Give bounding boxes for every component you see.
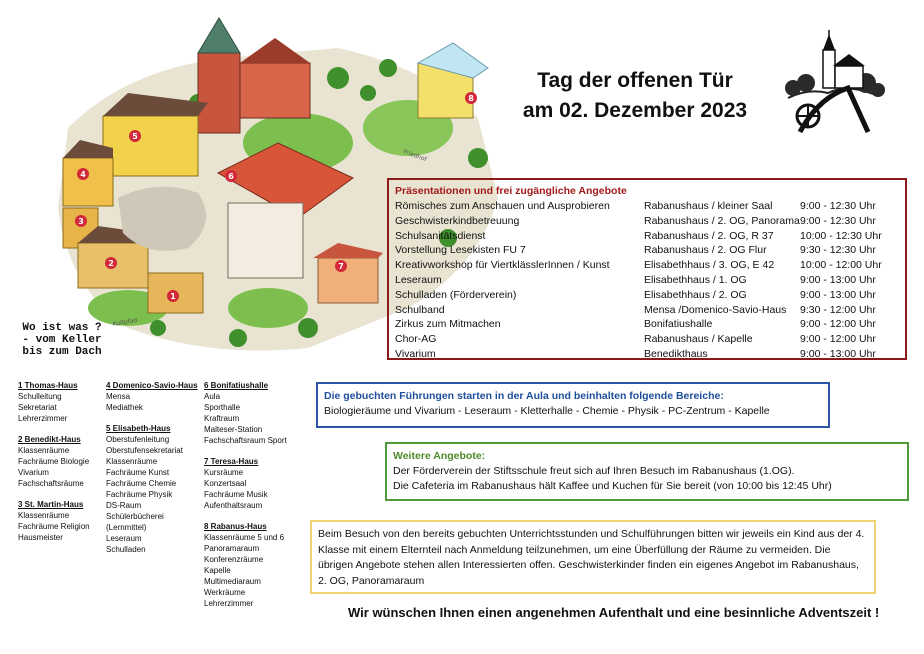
presentation-name: Chor-AG (395, 333, 437, 346)
house-room-item: Kursräume (204, 468, 244, 477)
where-is-what-note (20, 322, 104, 358)
presentation-name: Leseraum (395, 273, 442, 286)
house-room-item: Aula (204, 392, 221, 401)
visit-note-box (310, 520, 876, 594)
house-room-item: Multimediaraum (204, 577, 261, 586)
tours-areas: Biologieräume und Vivarium - Leseraum - Kletterhalle - Chemie - Physik - PC-Zentrum - Kapelle (324, 405, 770, 417)
title-line-1: Tag der offenen Tür (537, 69, 733, 92)
house-room-item: Malteser-Station (204, 425, 263, 434)
presentation-time: 10:00 - 12:30 Uhr (800, 229, 882, 242)
house-title: 4 Domenico-Savio-Haus (106, 381, 198, 390)
presentation-place: Rabanushaus / 2. OG, Panorama (644, 214, 800, 227)
presentation-row (395, 303, 899, 318)
house-room-item: Mediathek (106, 403, 143, 412)
house-room-item: Konferenzräume (204, 555, 264, 564)
presentation-time: 9:30 - 12:30 Uhr (800, 244, 876, 257)
presentation-name: Römisches zum Anschauen und Ausprobieren (395, 200, 610, 212)
house-block (106, 380, 202, 413)
presentation-name: Schulband (395, 303, 445, 316)
house-room-item: Schülerbücherei (106, 512, 164, 521)
church-emblem-icon (778, 28, 890, 140)
presentation-name: Schulsanitätsdienst (395, 229, 486, 242)
house-block (18, 499, 104, 543)
svg-text:Kultpfad: Kultpfad (112, 316, 138, 328)
svg-text:4: 4 (80, 170, 86, 179)
house-room-item: Fachschaftsräume (18, 479, 84, 488)
presentations-title: Präsentationen und frei zugängliche Angebote (395, 185, 627, 197)
presentation-time: 9:00 - 12:00 Uhr (800, 333, 876, 346)
house-room-item: Oberstufenleitung (106, 435, 170, 444)
house-room-item: Aufenthaltsraum (204, 501, 263, 510)
presentation-row (395, 273, 899, 288)
house-block (18, 380, 104, 424)
house-room-item: Fachräume Physik (106, 490, 173, 499)
house-room-item: Konzertsaal (204, 479, 247, 488)
presentation-row (395, 317, 899, 332)
presentation-row (395, 288, 899, 303)
house-room-item: Lehrerzimmer (18, 414, 68, 423)
house-title: 1 Thomas-Haus (18, 381, 78, 390)
svg-text:3: 3 (78, 217, 84, 226)
house-room-item: Fachräume Kunst (106, 468, 170, 477)
house-room-item: (Lernmittel) (106, 523, 147, 532)
house-block (106, 423, 202, 555)
presentations-box (387, 178, 907, 360)
more-offers-line-2: Die Cafeteria im Rabanushaus hält Kaffee und Kuchen für Sie bereit (von 10:00 bis 12:45 Uhr) (393, 480, 832, 492)
house-room-item: Kapelle (204, 566, 231, 575)
where-line-1: Wo ist was ? (22, 322, 102, 334)
house-room-item: Hausmeister (18, 533, 63, 542)
house-room-item: Werkräume (204, 588, 246, 597)
svg-text:1: 1 (170, 292, 176, 301)
house-title: 6 Bonifatiushalle (204, 381, 269, 390)
presentation-name: Vorstellung Lesekisten FU 7 (395, 244, 526, 257)
svg-text:5: 5 (132, 132, 138, 141)
house-title: 5 Elisabeth-Haus (106, 424, 171, 433)
presentation-time: 9:30 - 12:00 Uhr (800, 303, 876, 316)
house-room-item: Fachräume Religion (18, 522, 90, 531)
house-room-item: DS-Raum (106, 501, 142, 510)
presentation-row (395, 347, 899, 362)
presentation-place: Elisabethhaus / 1. OG (644, 273, 747, 286)
house-room-item: Panoramaraum (204, 544, 260, 553)
closing-message: Wir wünschen Ihnen einen angenehmen Aufenthalt und eine besinnliche Adventszeit ! (348, 605, 880, 620)
svg-text:7: 7 (338, 262, 344, 271)
house-room-item: Mensa (106, 392, 131, 401)
where-line-3: bis zum Dach (22, 346, 102, 358)
more-offers-title: Weitere Angebote: (393, 450, 486, 462)
presentation-place: Mensa /Domenico-Savio-Haus (644, 303, 787, 316)
page-title (500, 66, 770, 126)
presentation-time: 9:00 - 12:30 Uhr (800, 214, 876, 227)
tours-box (316, 382, 830, 428)
house-legend-col-3 (204, 380, 304, 619)
presentation-time: 9:00 - 12:30 Uhr (800, 200, 876, 212)
presentation-row (395, 243, 899, 258)
more-offers-line-1: Der Förderverein der Stiftsschule freut sich auf Ihren Besuch im Rabanushaus (1.OG). (393, 465, 795, 477)
svg-text:6: 6 (228, 172, 234, 181)
presentation-place: Rabanushaus / 2. OG Flur (644, 244, 767, 257)
presentation-name: Zirkus zum Mitmachen (395, 318, 501, 331)
house-room-item: Oberstufensekretariat (106, 446, 183, 455)
presentation-time: 9:00 - 13:00 Uhr (800, 347, 876, 360)
house-room-item: Fachräume Chemie (106, 479, 177, 488)
house-room-item: Klassenräume (18, 511, 70, 520)
presentation-place: Rabanushaus / Kapelle (644, 333, 753, 346)
svg-text:Friedhof: Friedhof (402, 148, 428, 164)
house-title: 7 Teresa-Haus (204, 457, 259, 466)
presentation-time: 10:00 - 12:00 Uhr (800, 259, 882, 272)
house-block (204, 380, 304, 446)
presentation-place: Elisabethhaus / 2. OG (644, 288, 747, 301)
house-room-item: Vivarium (18, 468, 49, 477)
house-room-item: Schulladen (106, 545, 146, 554)
house-block (204, 521, 304, 609)
more-offers-box (385, 442, 909, 501)
svg-text:2: 2 (108, 259, 114, 268)
presentation-row (395, 332, 899, 347)
svg-text:8: 8 (468, 94, 474, 103)
presentation-place: Benedikthaus (644, 347, 708, 360)
house-room-item: Klassenräume 5 und 6 (204, 533, 285, 542)
house-room-item: Fachräume Musik (204, 490, 268, 499)
visit-note-text: Beim Besuch von den bereits gebuchten Unterrichtsstunden und Schulführungen bitten wir jeweils ein Kind aus der 4. Klasse mit einem Elternteil nach Anmeldung teilzunehmen, um eine Überfüllung der Räume zu vermeiden. Die übrigen Angebote stehen allen Interessierten offen. Geschwisterkinder finden ein eigenes Angebot im Rabanushaus, 2. OG, Panoramaraum (318, 528, 865, 587)
house-room-item: Leseraum (106, 534, 142, 543)
presentation-time: 9:00 - 13:00 Uhr (800, 273, 876, 286)
house-room-item: Klassenräume (106, 457, 158, 466)
house-room-item: Schulleitung (18, 392, 62, 401)
presentation-row (395, 214, 899, 229)
tours-title: Die gebuchten Führungen starten in der Aula und beinhalten folgende Bereiche: (324, 390, 724, 402)
house-legend-col-2 (106, 380, 202, 565)
presentation-time: 9:00 - 13:00 Uhr (800, 288, 876, 301)
presentations-table (395, 199, 899, 362)
house-room-item: Klassenräume (18, 446, 70, 455)
presentation-row (395, 258, 899, 273)
presentation-row (395, 199, 899, 214)
presentation-place: Bonifatiushalle (644, 318, 713, 331)
house-block (204, 456, 304, 511)
house-room-item: Kraftraum (204, 414, 240, 423)
house-legend-col-1 (18, 380, 104, 553)
house-title: 2 Benedikt-Haus (18, 435, 81, 444)
presentation-place: Rabanushaus / 2. OG, R 37 (644, 229, 774, 242)
presentation-name: Kreativworkshop für ViertklässlerInnen / Kunst (395, 259, 610, 272)
house-title: 3 St. Martin-Haus (18, 500, 84, 509)
house-room-item: Fachräume Biologie (18, 457, 90, 466)
presentation-place: Elisabethhaus / 3. OG, E 42 (644, 259, 775, 272)
house-title: 8 Rabanus-Haus (204, 522, 267, 531)
presentation-name: Geschwisterkindbetreuung (395, 214, 520, 227)
presentation-name: Vivarium (395, 347, 436, 360)
title-line-2: am 02. Dezember 2023 (522, 99, 748, 122)
house-room-item: Sekretariat (18, 403, 57, 412)
house-room-item: Fachschaftsraum Sport (204, 436, 287, 445)
presentation-place: Rabanushaus / kleiner Saal (644, 200, 773, 212)
house-block (18, 434, 104, 489)
house-room-item: Sporthalle (204, 403, 241, 412)
house-room-item: Lehrerzimmer (204, 599, 254, 608)
where-line-2: - vom Keller (22, 334, 102, 346)
presentation-time: 9:00 - 12:00 Uhr (800, 318, 876, 331)
presentation-name: Schulladen (Förderverein) (395, 288, 517, 301)
presentation-row (395, 229, 899, 244)
